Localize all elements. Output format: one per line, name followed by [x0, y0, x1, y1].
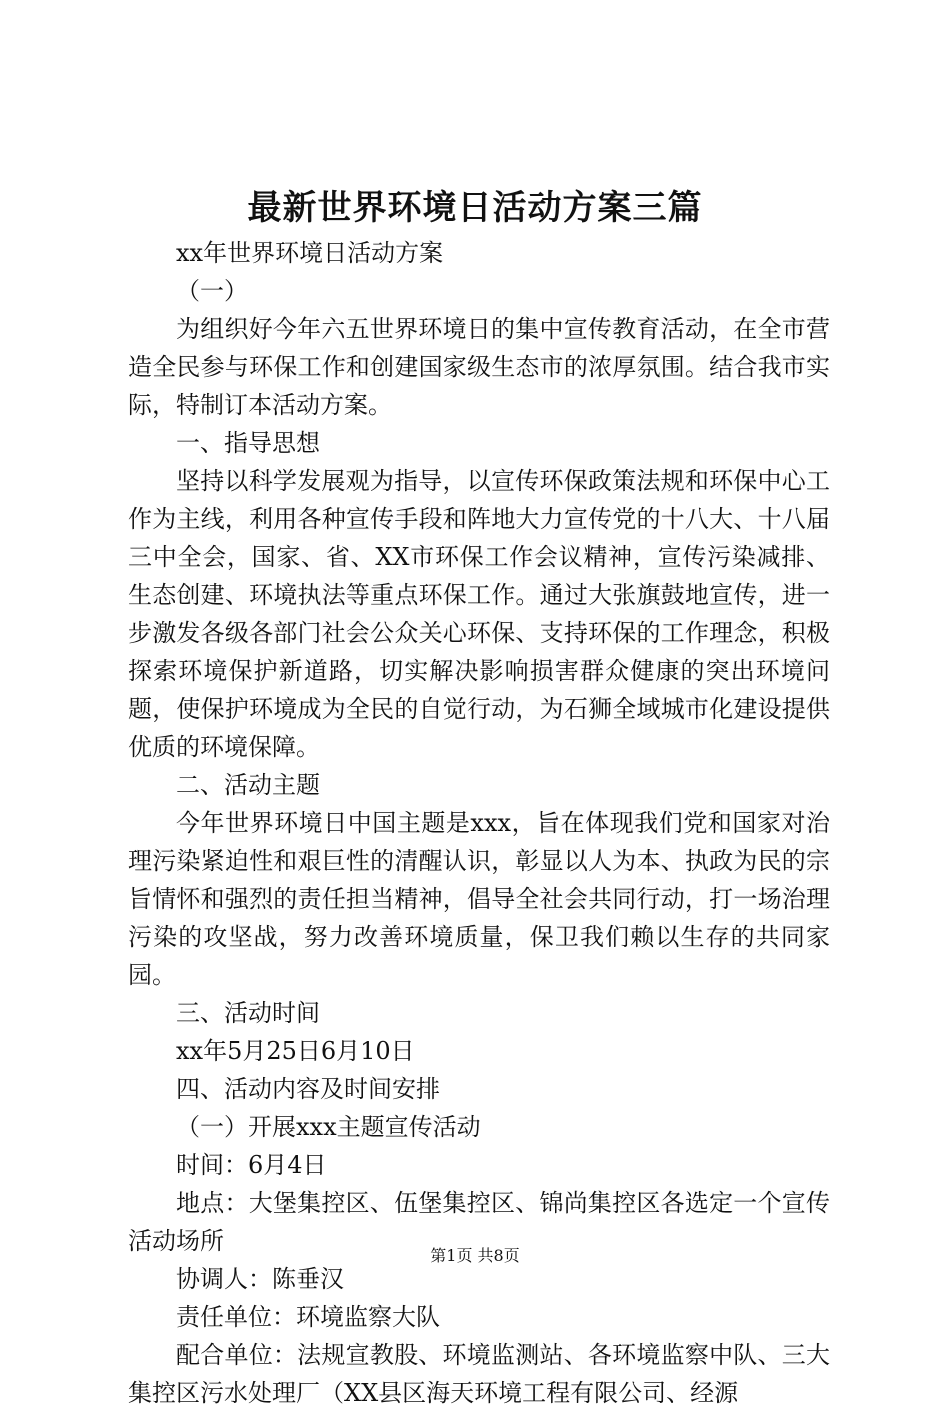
paragraph: 一、指导思想 [176, 429, 320, 457]
paragraph: 配合单位：法规宣教股、环境监测站、各环境监察中队、三大集控区污水处理厂（XX县区海天环境工程有限公司、经源 [128, 1341, 830, 1407]
document-title: 最新世界环境日活动方案三篇 [247, 188, 703, 228]
document-body [128, 234, 830, 1412]
paragraph: （一）开展xxx主题宣传活动 [176, 1113, 481, 1141]
paragraph: 地点：大堡集控区、伍堡集控区、锦尚集控区各选定一个宣传活动场所 [128, 1189, 830, 1255]
paragraph: （一） [176, 277, 248, 305]
paragraph: 三、活动时间 [176, 999, 320, 1027]
page-footer: 第1页 共8页 [430, 1246, 520, 1265]
paragraph: 责任单位：环境监察大队 [176, 1303, 440, 1331]
paragraph: 今年世界环境日中国主题是xxx，旨在体现我们党和国家对治理污染紧迫性和艰巨性的清醒认识，彰显以人为本、执政为民的宗旨情怀和强烈的责任担当精神，倡导全社会共同行动，打一场治理污染的攻坚战，努力改善环境质量，保卫我们赖以生存的共同家园。 [128, 809, 830, 989]
paragraph: 二、活动主题 [176, 771, 320, 799]
paragraph: 坚持以科学发展观为指导，以宣传环保政策法规和环保中心工作为主线，利用各种宣传手段和阵地大力宣传党的十八大、十八届三中全会，国家、省、XX市环保工作会议精神，宣传污染减排、生态创建、环境执法等重点环保工作。通过大张旗鼓地宣传，进一步激发各级各部门社会公众关心环保、支持环保的工作理念，积极探索环境保护新道路，切实解决影响损害群众健康的突出环境问题，使保护环境成为全民的自觉行动，为石狮全域城市化建设提供优质的环境保障。 [128, 467, 830, 761]
paragraph: 时间：6月4日 [176, 1151, 327, 1179]
paragraph: 四、活动内容及时间安排 [176, 1075, 440, 1103]
paragraph: 为组织好今年六五世界环境日的集中宣传教育活动，在全市营造全民参与环保工作和创建国家级生态市的浓厚氛围。结合我市实际，特制订本活动方案。 [128, 315, 830, 419]
paragraph: 协调人：陈垂汉 [176, 1265, 344, 1293]
paragraph: xx年世界环境日活动方案 [176, 239, 444, 267]
paragraph: xx年5月25日6月10日 [176, 1037, 415, 1065]
